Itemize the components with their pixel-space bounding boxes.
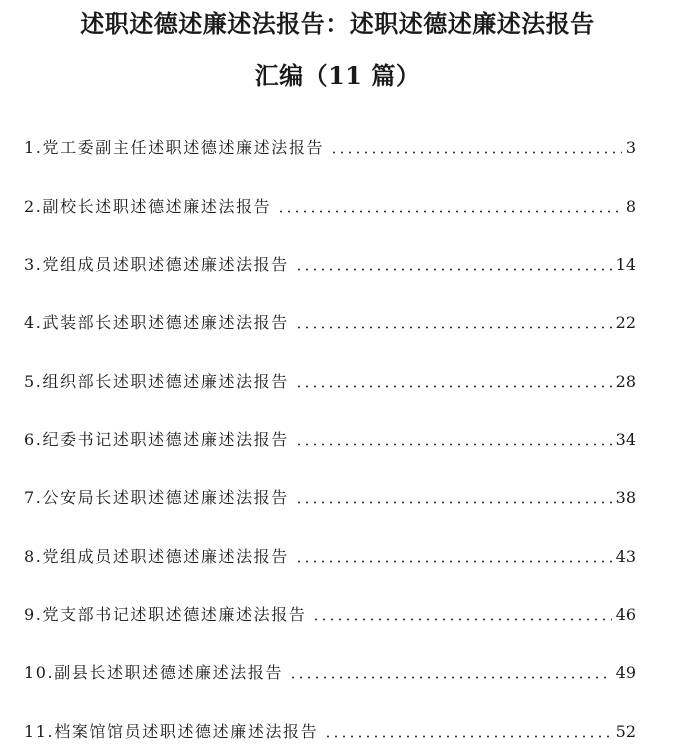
toc-page-number: 3 [625, 138, 636, 157]
toc-page-number: 28 [615, 372, 636, 391]
toc-entry-8[interactable] [24, 543, 636, 567]
toc-entry-label: 6.纪委书记述职述德述廉述法报告 [24, 430, 289, 449]
toc-dot-leader [295, 385, 612, 388]
toc-entry-9[interactable] [24, 601, 636, 625]
toc-entry-5[interactable] [24, 368, 636, 392]
toc-dot-leader [312, 618, 611, 621]
toc-entry-10[interactable] [24, 659, 636, 683]
toc-entry-1[interactable] [24, 134, 636, 158]
toc-dot-leader [289, 676, 612, 679]
document-title-line-1: 述职述德述廉述法报告：述职述德述廉述法报告 [80, 9, 595, 38]
toc-entry-label: 8.党组成员述职述德述廉述法报告 [24, 547, 289, 566]
toc-entry-label: 5.组织部长述职述德述廉述法报告 [24, 372, 289, 391]
toc-entry-11[interactable] [24, 718, 636, 742]
toc-page-number: 22 [615, 313, 636, 332]
toc-dot-leader [295, 560, 612, 563]
toc-page-number: 38 [615, 488, 636, 507]
toc-entry-label: 2.副校长述职述德述廉述法报告 [24, 197, 272, 216]
toc-entry-label: 9.党支部书记述职述德述廉述法报告 [24, 605, 307, 624]
toc-entry-3[interactable] [24, 251, 636, 275]
toc-entry-4[interactable] [24, 309, 636, 333]
toc-dot-leader [295, 326, 612, 329]
toc-dot-leader [295, 268, 612, 271]
toc-page-number: 8 [625, 197, 636, 216]
toc-entry-label: 1.党工委副主任述职述德述廉述法报告 [24, 138, 325, 157]
toc-page-number: 46 [615, 605, 636, 624]
toc-entry-label: 7.公安局长述职述德述廉述法报告 [24, 488, 289, 507]
toc-page-number: 14 [615, 255, 636, 274]
toc-entry-label: 4.武装部长述职述德述廉述法报告 [24, 313, 289, 332]
toc-dot-leader [295, 443, 612, 446]
toc-entry-2[interactable] [24, 193, 636, 217]
toc-dot-leader [324, 735, 611, 738]
toc-page-number: 52 [615, 722, 636, 741]
toc-dot-leader [295, 501, 612, 504]
toc-entry-label: 3.党组成员述职述德述廉述法报告 [24, 255, 289, 274]
toc-page-number: 34 [615, 430, 636, 449]
toc-page-number: 43 [615, 547, 636, 566]
document-title-line-2: 汇编（11 篇） [254, 61, 421, 90]
toc-dot-leader [277, 210, 622, 213]
toc-entry-label: 11.档案馆馆员述职述德述廉述法报告 [24, 722, 319, 741]
toc-page-number: 49 [615, 663, 636, 682]
toc-entry-6[interactable] [24, 426, 636, 450]
toc-dot-leader [330, 151, 622, 154]
toc-entry-7[interactable] [24, 484, 636, 508]
toc-entry-label: 10.副县长述职述德述廉述法报告 [24, 663, 284, 682]
